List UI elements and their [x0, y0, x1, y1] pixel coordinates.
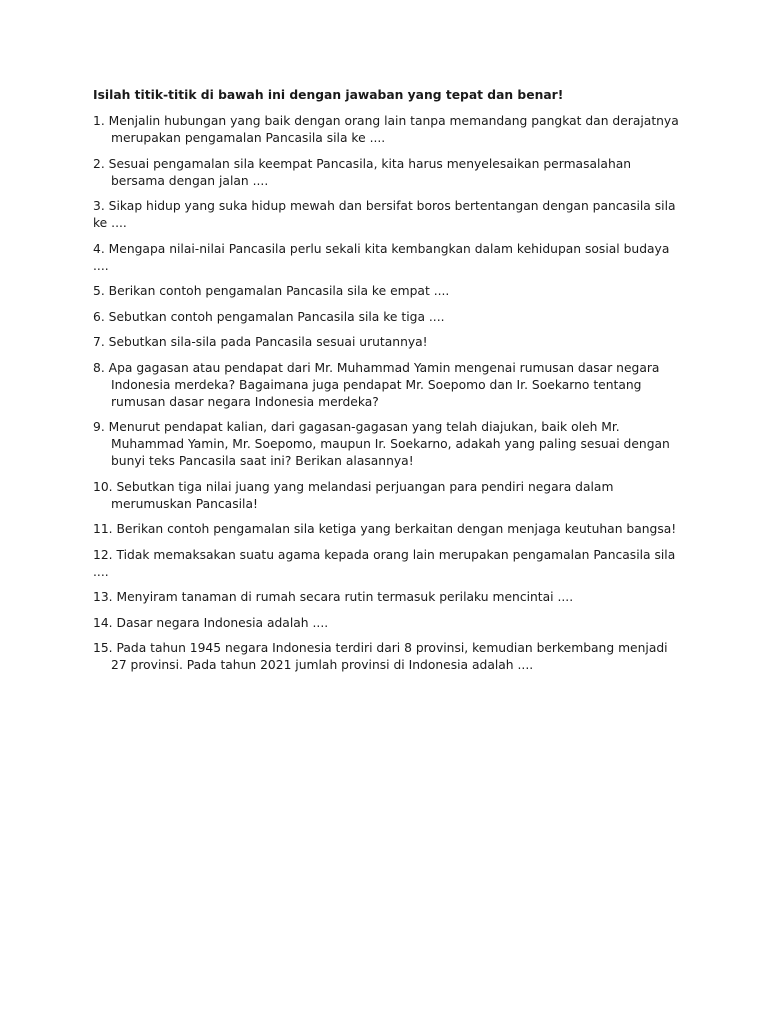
- question-item: [93, 589, 683, 606]
- question-number: 4.: [93, 241, 105, 256]
- question-number: 1.: [93, 114, 105, 128]
- question-text: Mengapa nilai-nilai Pancasila perlu sekali kita kembangkan dalam kehidupan sosial budaya ....: [93, 241, 670, 273]
- question-item: [93, 198, 683, 232]
- question-item: [93, 419, 683, 470]
- question-number: 8.: [93, 360, 105, 375]
- question-text: Menjalin hubungan yang baik dengan orang lain tanpa memandang pangkat dan derajatnya merupakan pengamalan Pancasila sila ke ....: [108, 114, 679, 145]
- question-text: Sebutkan contoh pengamalan Pancasila sila ke tiga ....: [108, 309, 445, 324]
- question-text: Apa gagasan atau pendapat dari Mr. Muhammad Yamin mengenai rumusan dasar negara Indonesia merdeka? Bagaimana juga pendapat Mr. Soepomo dan Ir. Soekarno tentang rumusan dasar negara Indonesia merdeka?: [108, 360, 660, 409]
- question-number: 7.: [93, 335, 105, 349]
- question-item: [93, 521, 683, 538]
- question-item: [93, 283, 683, 300]
- instruction-heading: Isilah titik-titik di bawah ini dengan jawaban yang tepat dan benar!: [93, 88, 564, 102]
- question-item: [93, 360, 683, 411]
- question-number: 10.: [93, 479, 113, 494]
- question-item: [93, 113, 683, 147]
- question-item: [93, 334, 683, 351]
- question-text: Menurut pendapat kalian, dari gagasan-gagasan yang telah diajukan, baik oleh Mr. Muhammad Yamin, Mr. Soepomo, maupun Ir. Soekarno, adakah yang paling sesuai dengan bunyi teks Pancasila saat ini? Berikan alasannya!: [108, 420, 670, 468]
- question-list: [93, 113, 683, 674]
- document-content: [93, 86, 683, 683]
- question-text: Sebutkan sila-sila pada Pancasila sesuai urutannya!: [108, 335, 428, 349]
- question-item: [93, 156, 683, 190]
- question-number: 9.: [93, 420, 105, 434]
- question-item: [93, 241, 683, 275]
- question-number: 12.: [93, 547, 113, 562]
- question-text: Dasar negara Indonesia adalah ....: [116, 615, 329, 630]
- question-item: [93, 479, 683, 513]
- question-item: [93, 640, 683, 674]
- question-number: 13.: [93, 590, 113, 604]
- question-number: 5.: [93, 284, 105, 298]
- question-text: Sebutkan tiga nilai juang yang melandasi perjuangan para pendiri negara dalam merumuskan Pancasila!: [111, 479, 614, 511]
- question-number: 3.: [93, 199, 105, 213]
- question-text: Menyiram tanaman di rumah secara rutin termasuk perilaku mencintai ....: [116, 590, 574, 604]
- question-number: 11.: [93, 522, 113, 536]
- question-text: Berikan contoh pengamalan Pancasila sila ke empat ....: [108, 284, 450, 298]
- question-number: 6.: [93, 309, 105, 324]
- question-item: [93, 547, 683, 581]
- question-number: 2.: [93, 156, 105, 171]
- question-number: 14.: [93, 615, 113, 630]
- question-number: 15.: [93, 641, 113, 655]
- question-item: [93, 615, 683, 632]
- question-text: Pada tahun 1945 negara Indonesia terdiri dari 8 provinsi, kemudian berkembang menjadi 27 provinsi. Pada tahun 2021 jumlah provinsi di Indonesia adalah ....: [111, 641, 668, 672]
- question-text: Berikan contoh pengamalan sila ketiga yang berkaitan dengan menjaga keutuhan bangsa!: [116, 522, 677, 536]
- question-text: Sesuai pengamalan sila keempat Pancasila, kita harus menyelesaikan permasalahan bersama dengan jalan ....: [108, 156, 632, 188]
- question-item: [93, 309, 683, 326]
- question-text: Sikap hidup yang suka hidup mewah dan bersifat boros bertentangan dengan pancasila sila ke ....: [93, 199, 676, 230]
- question-text: Tidak memaksakan suatu agama kepada orang lain merupakan pengamalan Pancasila sila ....: [93, 547, 676, 579]
